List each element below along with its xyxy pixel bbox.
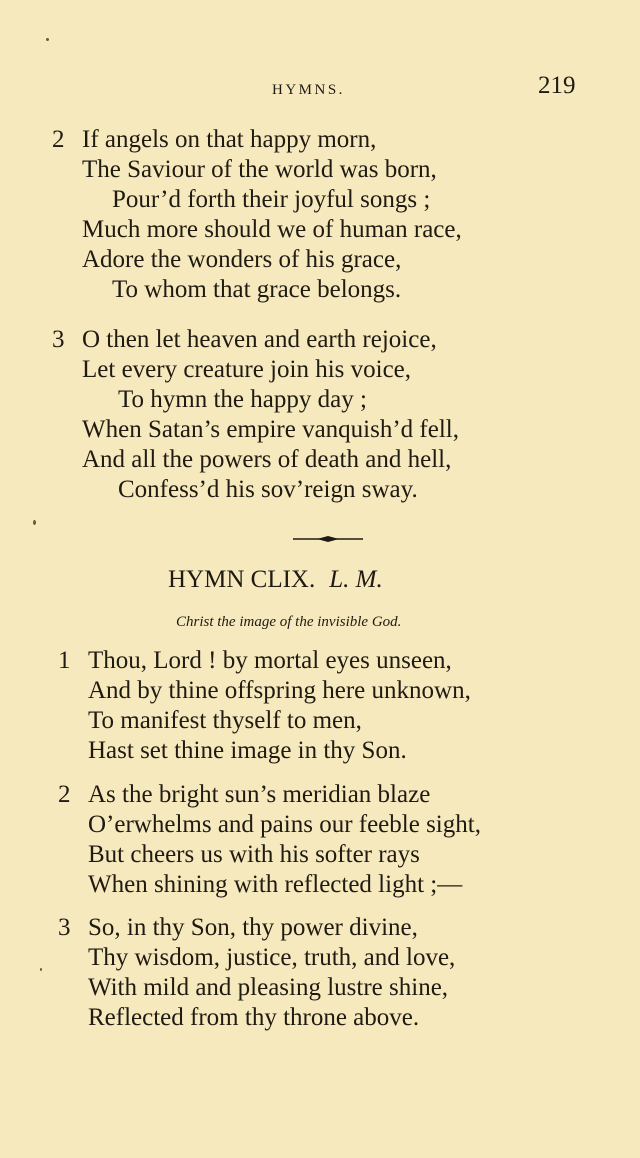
paper-speck [46, 38, 49, 41]
section-divider-ornament [293, 536, 363, 542]
verse-line: And all the powers of death and hell, [82, 446, 452, 473]
verse-line: When shining with reflected light ;— [88, 871, 463, 898]
paper-speck [40, 968, 42, 971]
verse-line: Pour’d forth their joyful songs ; [112, 186, 431, 213]
hymn-number-title: HYMN CLIX. [168, 566, 316, 593]
stanza-number: 2 [58, 781, 71, 808]
verse-line: Much more should we of human race, [82, 216, 462, 243]
verse-line: Reflected from thy throne above. [88, 1004, 420, 1031]
verse-line: Thy wisdom, justice, truth, and love, [88, 944, 456, 971]
verse-line: With mild and pleasing lustre shine, [88, 974, 449, 1001]
verse-line: Thou, Lord ! by mortal eyes unseen, [88, 647, 452, 674]
stanza-number: 1 [58, 647, 71, 674]
verse-line: The Saviour of the world was born, [82, 156, 437, 183]
verse-line: So, in thy Son, thy power divine, [88, 914, 418, 941]
stanza-number: 3 [52, 326, 65, 353]
verse-line: Adore the wonders of his grace, [82, 246, 402, 273]
verse-line: Confess’d his sov’reign sway. [118, 476, 418, 503]
hymn-title [168, 566, 383, 594]
verse-line: And by thine offspring here unknown, [88, 677, 471, 704]
verse-line: As the bright sun’s meridian blaze [88, 781, 431, 808]
hymn-subtitle: Christ the image of the invisible God. [176, 614, 402, 630]
verse-line: To hymn the happy day ; [118, 386, 367, 413]
verse-line: Let every creature join his voice, [82, 356, 412, 383]
verse-line: To whom that grace belongs. [112, 276, 402, 303]
hymn-meter: L. M. [329, 566, 383, 593]
verse-line: Hast set thine image in thy Son. [88, 737, 407, 764]
verse-line: O then let heaven and earth rejoice, [82, 326, 437, 353]
running-head: HYMNS. [272, 82, 345, 98]
verse-line: To manifest thyself to men, [88, 707, 362, 734]
verse-line: But cheers us with his softer rays [88, 841, 420, 868]
paper-speck [33, 520, 36, 525]
verse-line: O’erwhelms and pains our feeble sight, [88, 811, 481, 838]
stanza-number: 2 [52, 126, 65, 153]
stanza-number: 3 [58, 914, 71, 941]
verse-line: If angels on that happy morn, [82, 126, 377, 153]
page-number: 219 [538, 72, 576, 99]
verse-line: When Satan’s empire vanquish’d fell, [82, 416, 459, 443]
